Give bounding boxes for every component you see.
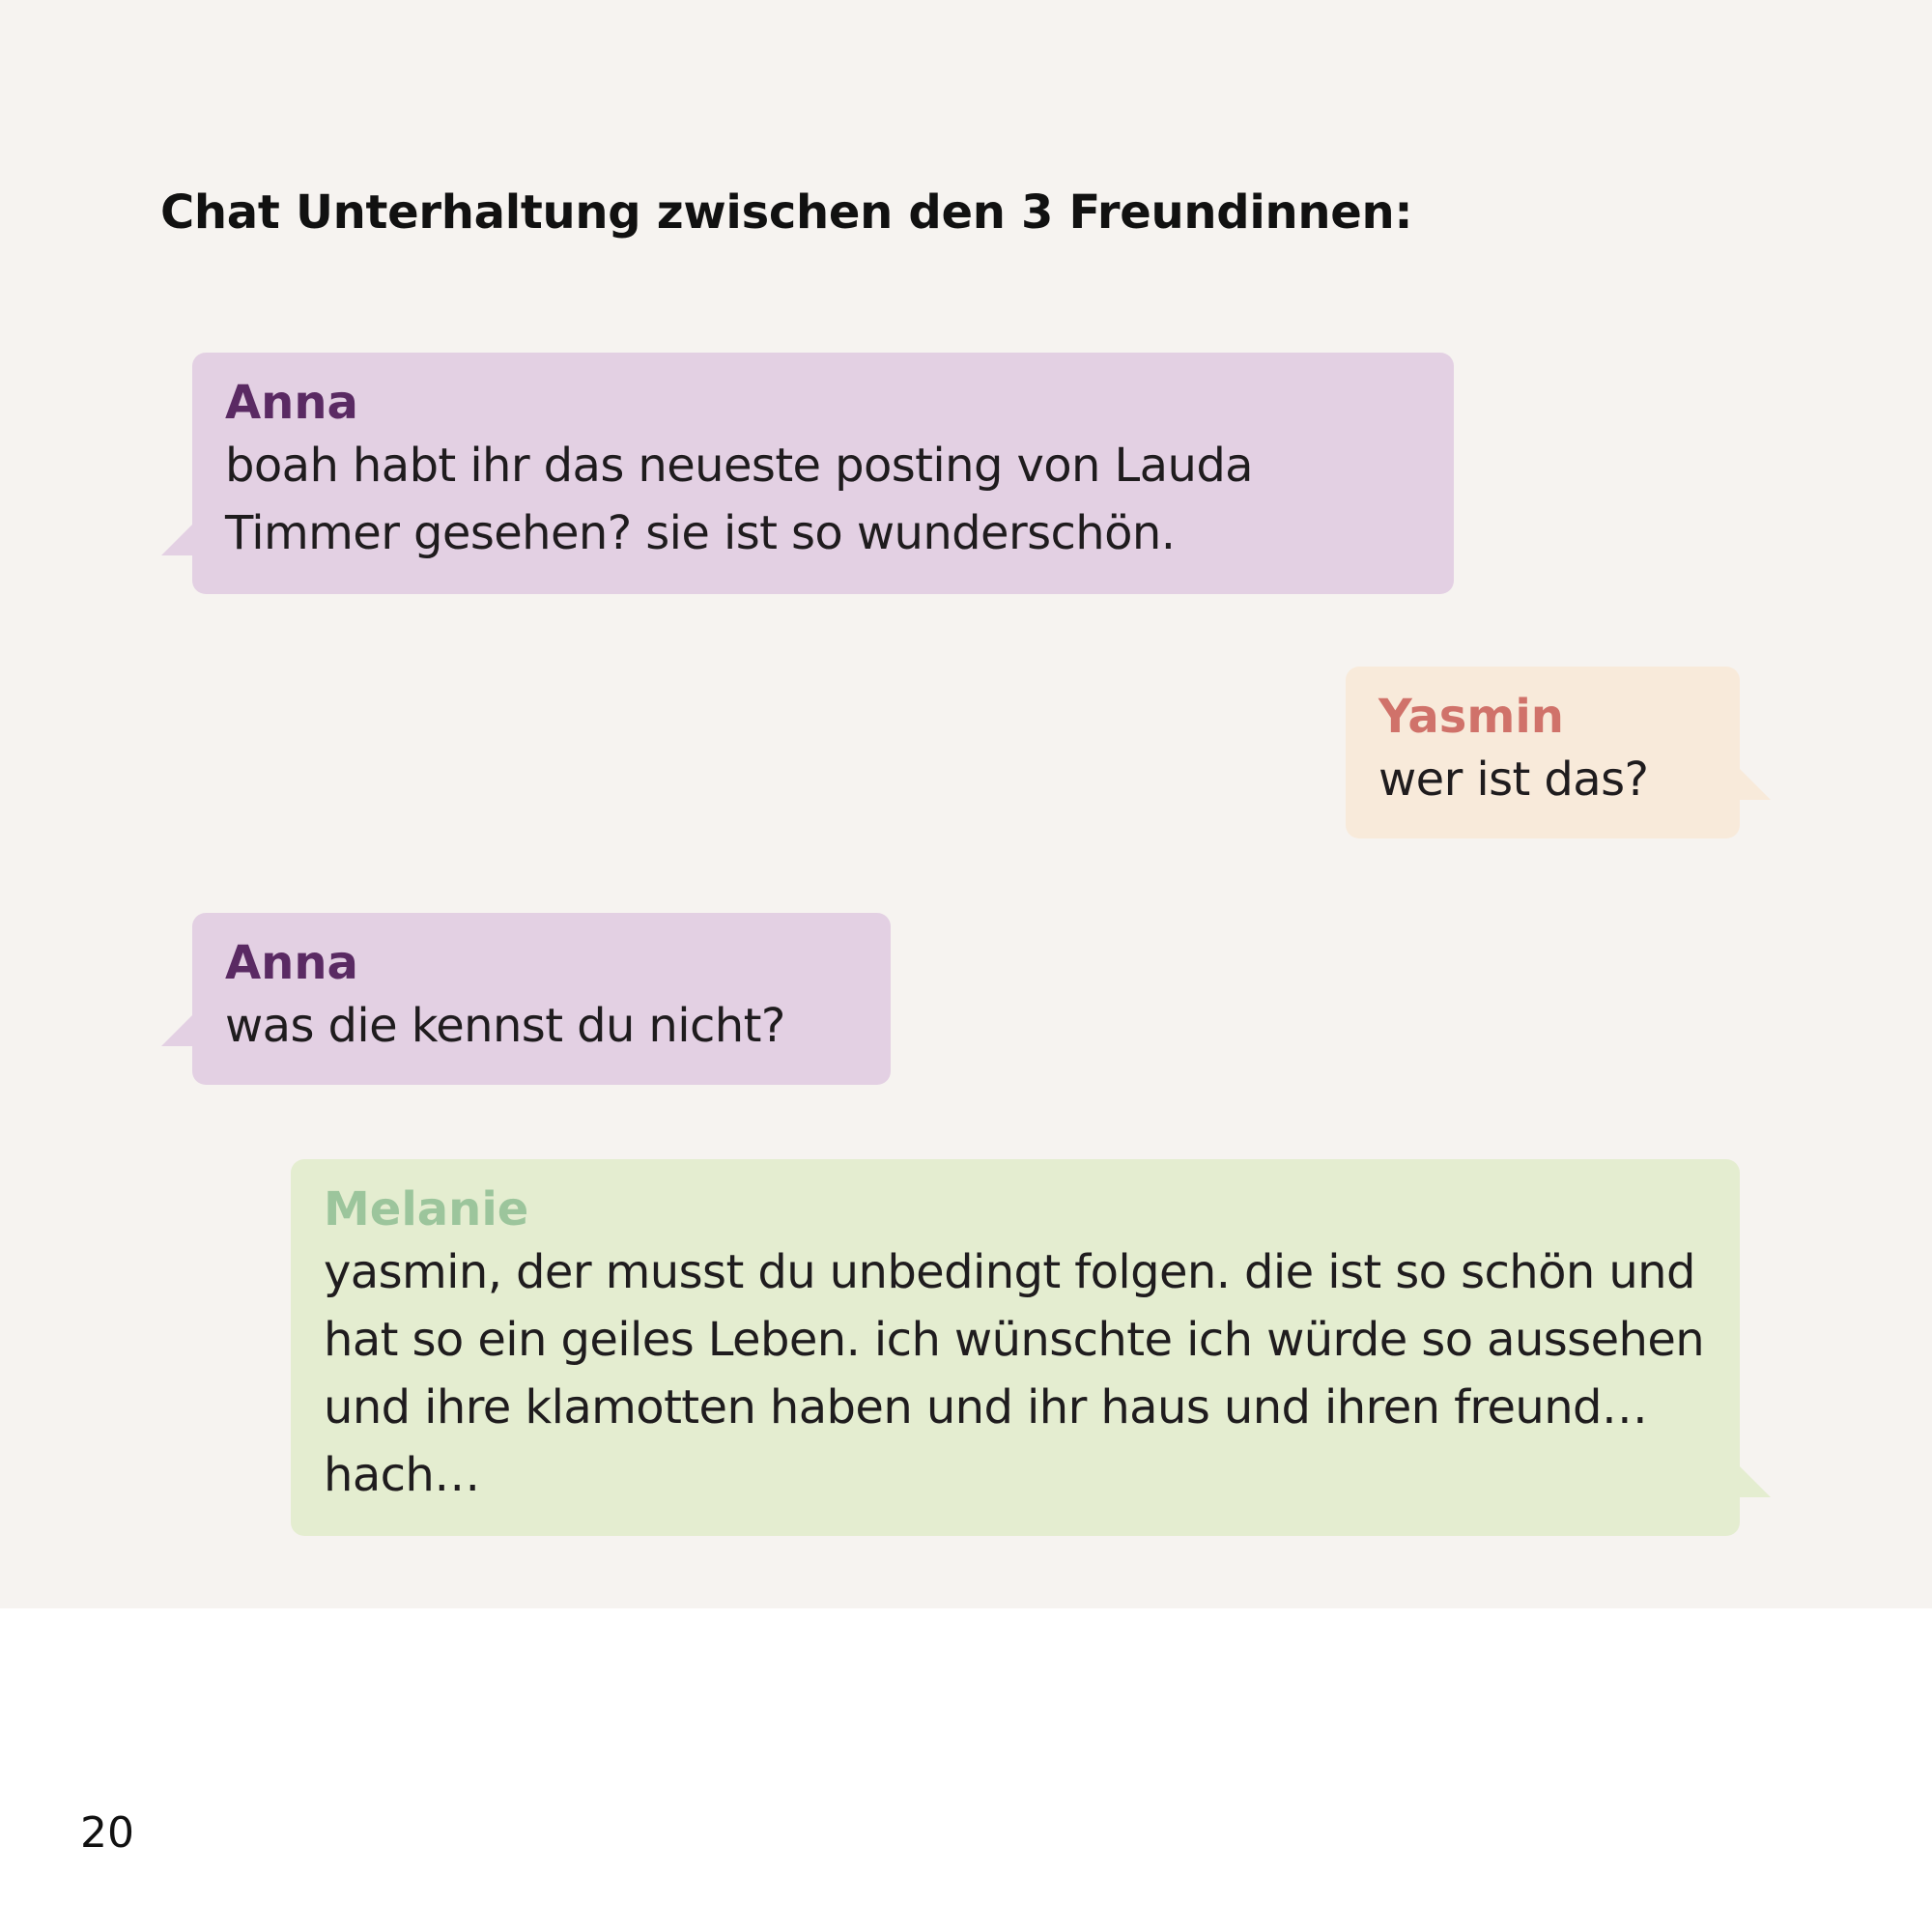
bubble-tail (1740, 769, 1771, 800)
sender-name: Anna (225, 376, 358, 430)
chat-message-melanie-1 (291, 1159, 1740, 1536)
message-text: wer ist das? (1378, 753, 1649, 807)
sender-name: Anna (225, 936, 358, 990)
message-text: yasmin, der musst du unbedingt folgen. die ist so schön und hat so ein geiles Leben. ich wünschte ich würde so aussehen und ihre klamotten haben und ihr haus und ihren freund… hach… (324, 1245, 1705, 1502)
chat-message-anna-2 (192, 913, 891, 1085)
bubble-tail (1740, 1466, 1771, 1497)
message-text: boah habt ihr das neueste posting von Lauda Timmer gesehen? sie ist so wunderschön. (225, 439, 1253, 560)
page-number: 20 (80, 1808, 134, 1858)
message-text: was die kennst du nicht? (225, 999, 785, 1053)
bubble-tail (161, 525, 192, 555)
bubble-tail (161, 1015, 192, 1046)
sender-name: Yasmin (1378, 690, 1564, 744)
sender-name: Melanie (324, 1182, 529, 1236)
chat-message-yasmin-1 (1346, 667, 1740, 838)
page-heading: Chat Unterhaltung zwischen den 3 Freundinnen: (160, 185, 1413, 240)
chat-message-anna-1 (192, 353, 1454, 594)
